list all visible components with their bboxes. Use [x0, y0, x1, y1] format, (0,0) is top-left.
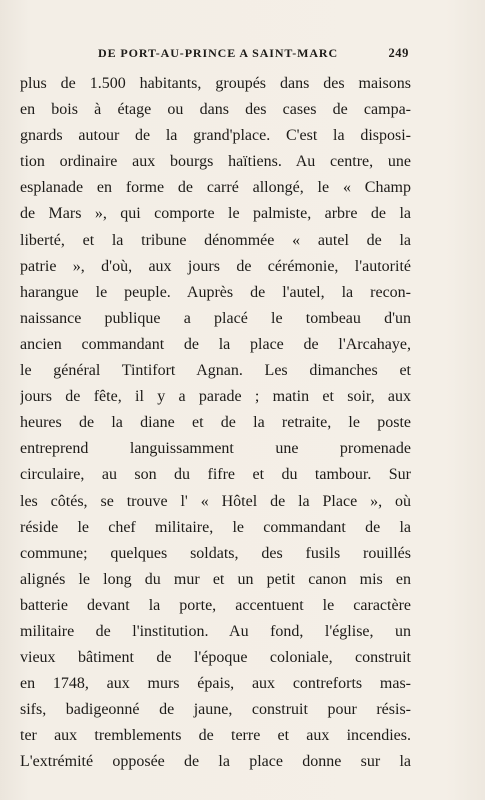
page-number: 249	[388, 46, 409, 60]
text-line: jours de fête, il y a parade ; matin et soir, aux	[20, 388, 411, 406]
text-line: en 1748, aux murs épais, aux contreforts mas-	[20, 675, 411, 693]
text-line: de Mars », qui comporte le palmiste, arbre de la	[20, 205, 411, 223]
running-head	[98, 46, 409, 66]
text-line: L'extrémité opposée de la place donne sur la	[20, 753, 411, 771]
text-line: plus de 1.500 habitants, groupés dans des maisons	[20, 75, 411, 92]
text-line: liberté, et la tribune dénommée « autel de la	[20, 231, 411, 249]
text-line: les côtés, se trouve l' « Hôtel de la Place », où	[20, 492, 411, 510]
text-line: ancien commandant de la place de l'Arcahaye,	[20, 335, 411, 353]
text-line: naissance publique a placé le tombeau d'un	[20, 309, 411, 327]
text-line: entreprend languissamment une promenade	[20, 440, 411, 458]
text-line: vieux bâtiment de l'époque coloniale, construit	[20, 649, 411, 667]
text-line: gnards autour de la grand'place. C'est la disposi-	[20, 127, 411, 145]
text-line: réside le chef militaire, le commandant de la	[20, 518, 411, 536]
text-line: militaire de l'institution. Au fond, l'église, un	[20, 622, 411, 640]
text-line: harangue le peuple. Auprès de l'autel, la recon-	[20, 283, 411, 301]
text-line: esplanade en forme de carré allongé, le « Champ	[20, 179, 411, 197]
body-paragraph	[20, 71, 411, 776]
text-line: heures de la diane et de la retraite, le poste	[20, 414, 411, 432]
text-line: ter aux tremblements de terre et aux incendies.	[20, 727, 411, 745]
text-line: le général Tintifort Agnan. Les dimanches et	[20, 362, 411, 380]
text-line: tion ordinaire aux bourgs haïtiens. Au centre, une	[20, 153, 411, 171]
text-line: sifs, badigeonné de jaune, construit pour résis-	[20, 701, 411, 719]
text-line: patrie », d'où, aux jours de cérémonie, l'autorité	[20, 257, 411, 275]
text-line: alignés le long du mur et un petit canon mis en	[20, 570, 411, 588]
text-line: batterie devant la porte, accentuent le caractère	[20, 596, 411, 614]
text-line: commune; quelques soldats, des fusils rouillés	[20, 544, 411, 562]
text-line: en bois à étage ou dans des cases de campa-	[20, 101, 411, 119]
text-line: circulaire, au son du fifre et du tambour. Sur	[20, 466, 411, 484]
running-title: DE PORT-AU-PRINCE A SAINT-MARC	[98, 46, 339, 60]
